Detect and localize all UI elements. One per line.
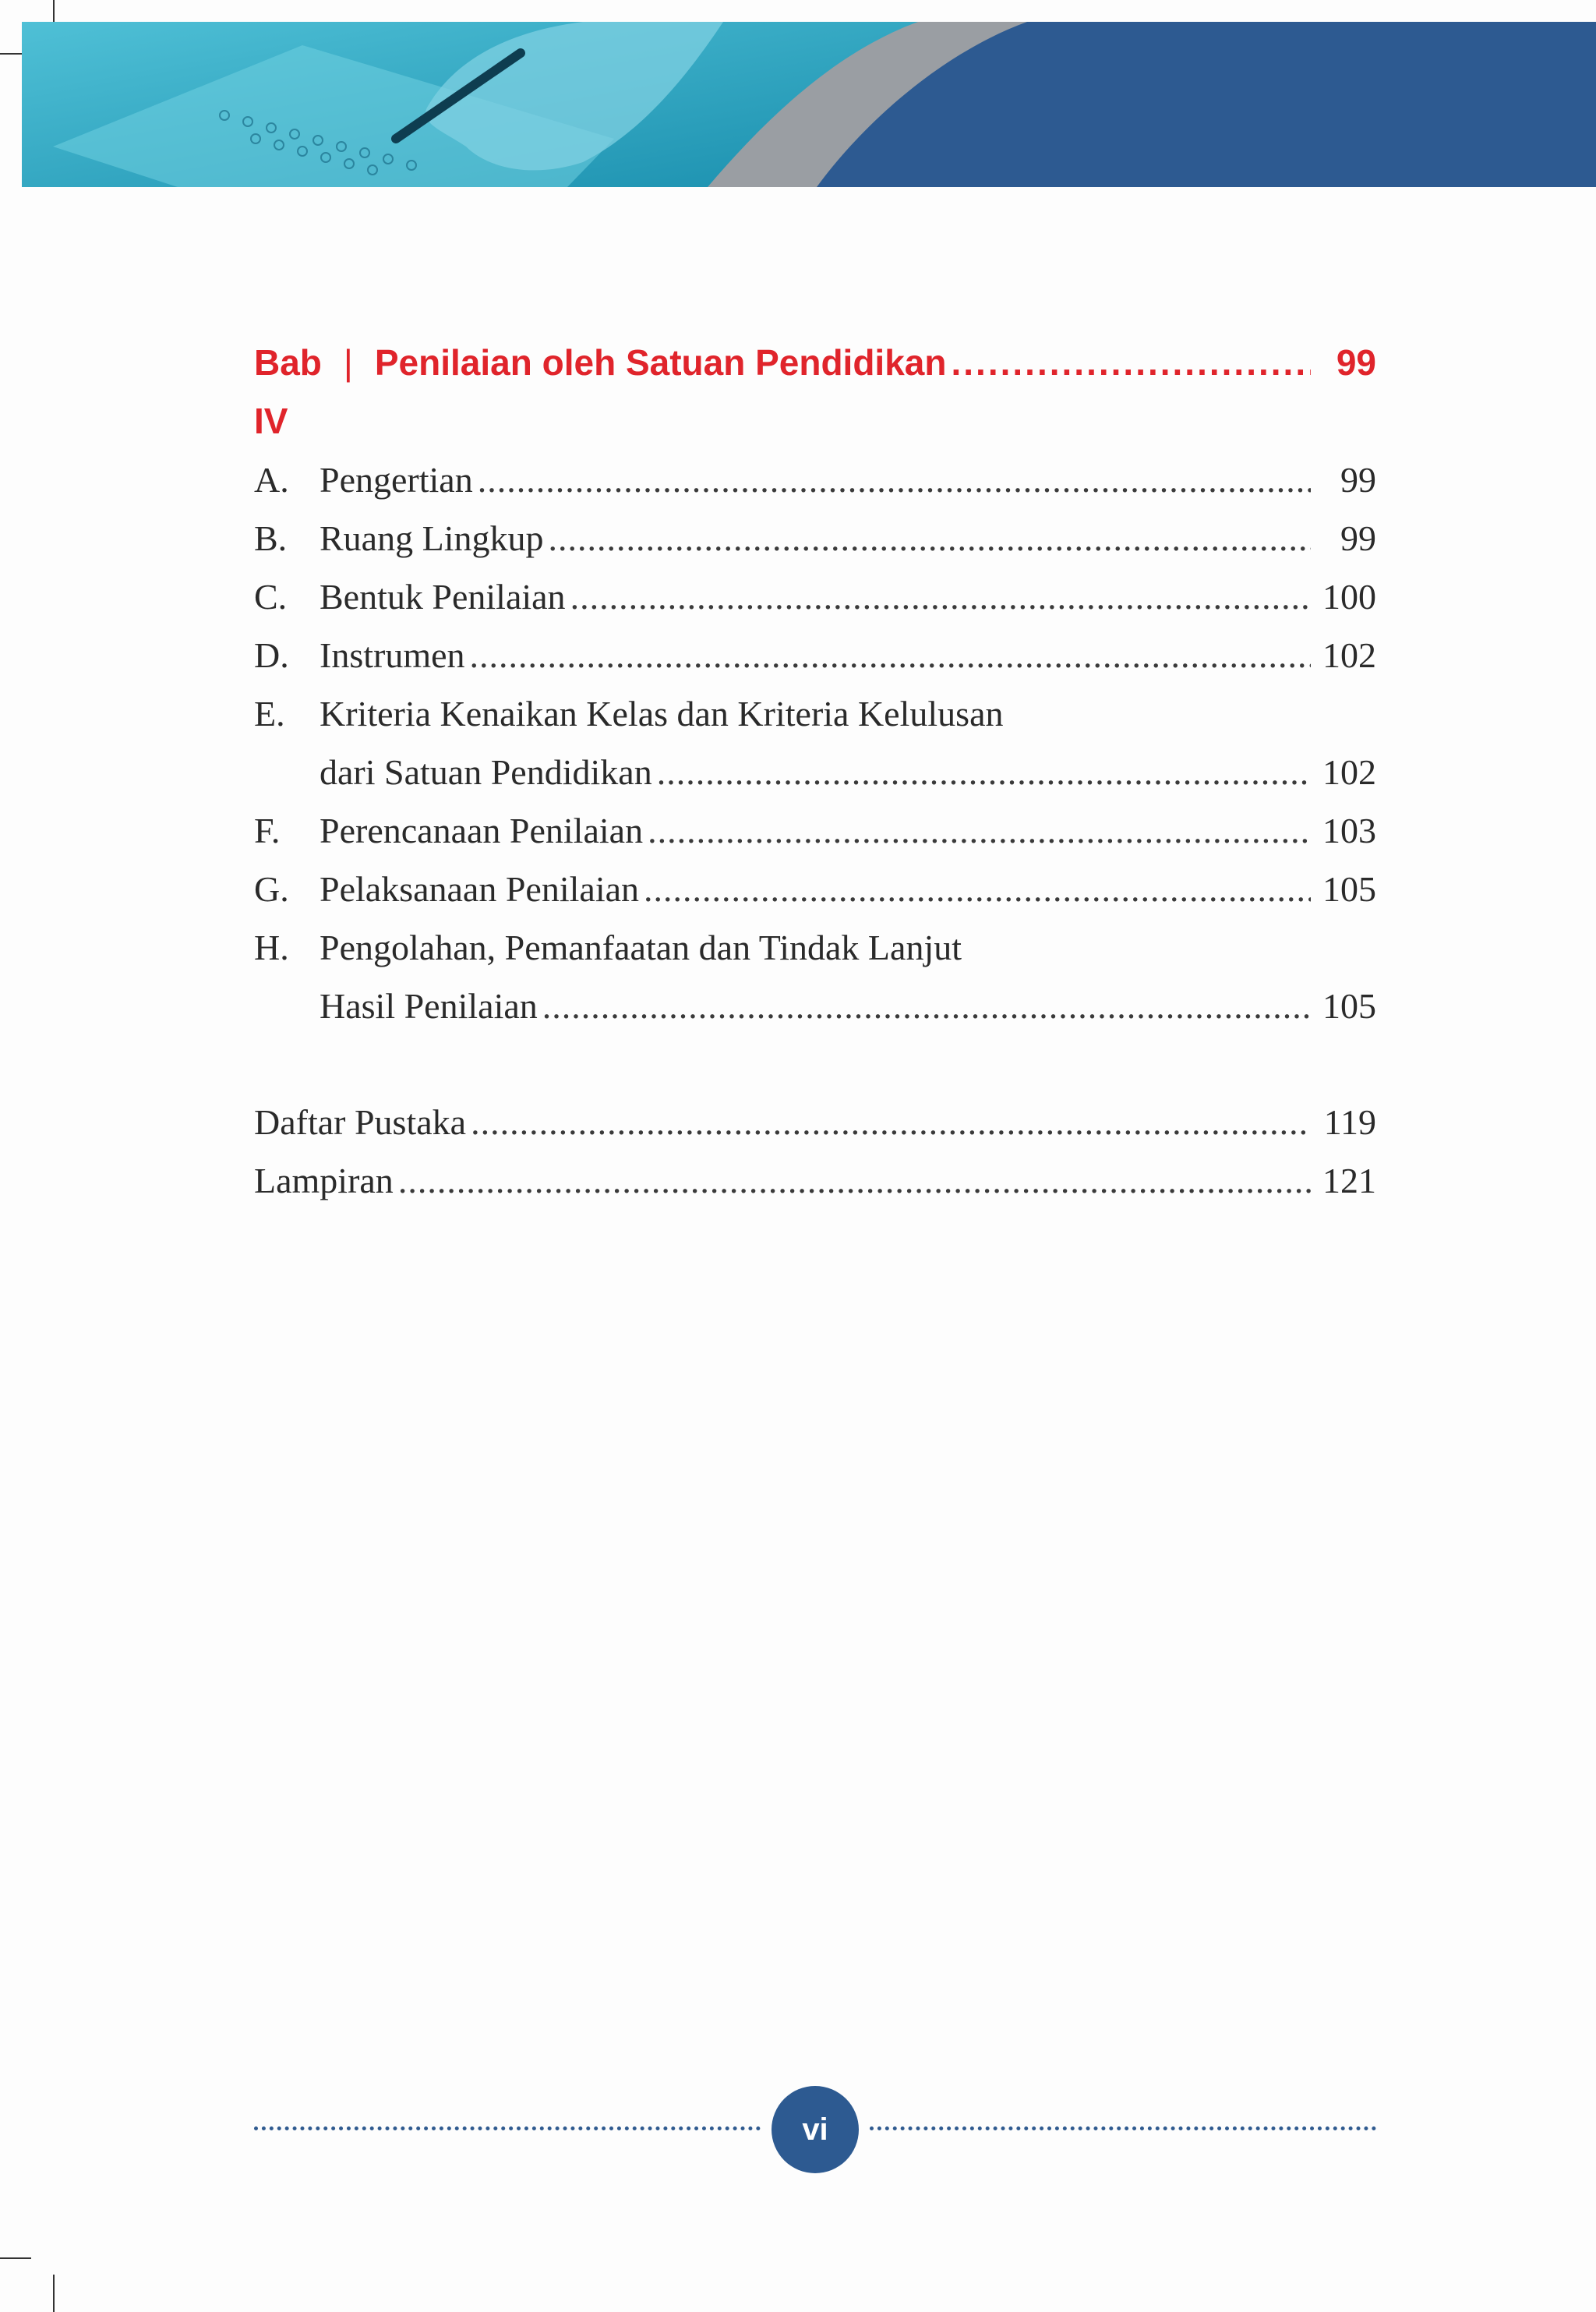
dot-leader (644, 860, 1311, 918)
dot-leader (657, 743, 1311, 801)
toc-entry-c[interactable] (254, 567, 1376, 626)
entry-letter: B. (254, 518, 288, 558)
toc-entry-d[interactable] (254, 626, 1376, 684)
page-footer (254, 2086, 1376, 2172)
entry-page: 99 (1340, 460, 1376, 500)
section-gap (254, 1035, 1376, 1093)
entry-page: 105 (1322, 869, 1376, 909)
entry-title: Instrumen (320, 635, 465, 675)
footer-dotted-line (254, 2126, 761, 2130)
entry-letter: F. (254, 811, 281, 850)
entry-title: Daftar Pustaka (254, 1102, 467, 1142)
entry-letter: H. (254, 928, 289, 967)
dot-leader (470, 626, 1311, 684)
entry-letter: E. (254, 694, 285, 734)
crop-mark (53, 2275, 55, 2312)
entry-title: Kriteria Kenaikan Kelas dan Kriteria Kelulusan (320, 694, 1004, 734)
entry-page: 102 (1322, 635, 1376, 675)
crop-mark (0, 2257, 31, 2259)
entry-title-continued: dari Satuan Pendidikan (320, 752, 652, 792)
entry-letter: G. (254, 869, 289, 909)
entry-title: Ruang Lingkup (320, 518, 544, 558)
entry-title: Lampiran (254, 1161, 394, 1200)
dot-leader (548, 509, 1311, 567)
entry-title: Perencanaan Penilaian (320, 811, 644, 850)
dot-leader (478, 451, 1311, 509)
chapter-label: Bab IV (254, 342, 322, 441)
dot-leader (542, 977, 1311, 1035)
chapter-page: 99 (1336, 342, 1376, 383)
page-number-badge: vi (772, 2086, 859, 2173)
dot-leader (570, 567, 1311, 626)
dot-leader (648, 801, 1311, 860)
entry-title: Pengertian (320, 460, 473, 500)
toc-entry-f[interactable] (254, 801, 1376, 860)
entry-title: Pengolahan, Pemanfaatan dan Tindak Lanjut (320, 928, 962, 967)
dot-leader (951, 334, 1311, 392)
entry-page: 119 (1323, 1102, 1376, 1142)
toc-entry-lampiran[interactable] (254, 1151, 1376, 1210)
entry-letter: C. (254, 577, 288, 617)
toc-entry-e-continued[interactable] (254, 743, 1376, 801)
chapter-separator: | (343, 342, 353, 383)
chapter-title: Penilaian oleh Satuan Pendidikan (374, 342, 947, 383)
dot-leader (471, 1093, 1311, 1151)
chapter-heading[interactable] (254, 334, 1376, 451)
toc-entry-e[interactable] (254, 684, 1376, 743)
entry-page: 121 (1322, 1161, 1376, 1200)
toc-entry-g[interactable] (254, 860, 1376, 918)
entry-title: Pelaksanaan Penilaian (320, 869, 640, 909)
entry-page: 103 (1322, 811, 1376, 850)
entry-title: Bentuk Penilaian (320, 577, 566, 617)
entry-page: 102 (1322, 752, 1376, 792)
toc-entry-b[interactable] (254, 509, 1376, 567)
table-of-contents (254, 334, 1376, 1210)
entry-page: 99 (1340, 518, 1376, 558)
toc-entry-h-continued[interactable] (254, 977, 1376, 1035)
entry-title-continued: Hasil Penilaian (320, 986, 538, 1026)
entry-letter: A. (254, 460, 289, 500)
entry-page: 105 (1322, 986, 1376, 1026)
header-banner (22, 22, 1596, 187)
toc-entry-a[interactable] (254, 451, 1376, 509)
footer-dotted-line (870, 2126, 1376, 2130)
toc-entry-daftar-pustaka[interactable] (254, 1093, 1376, 1151)
hand-writing-answer-sheet-photo-icon (22, 22, 1596, 187)
toc-entry-h[interactable] (254, 918, 1376, 977)
entry-letter: D. (254, 635, 289, 675)
dot-leader (398, 1151, 1311, 1210)
entry-page: 100 (1322, 577, 1376, 617)
